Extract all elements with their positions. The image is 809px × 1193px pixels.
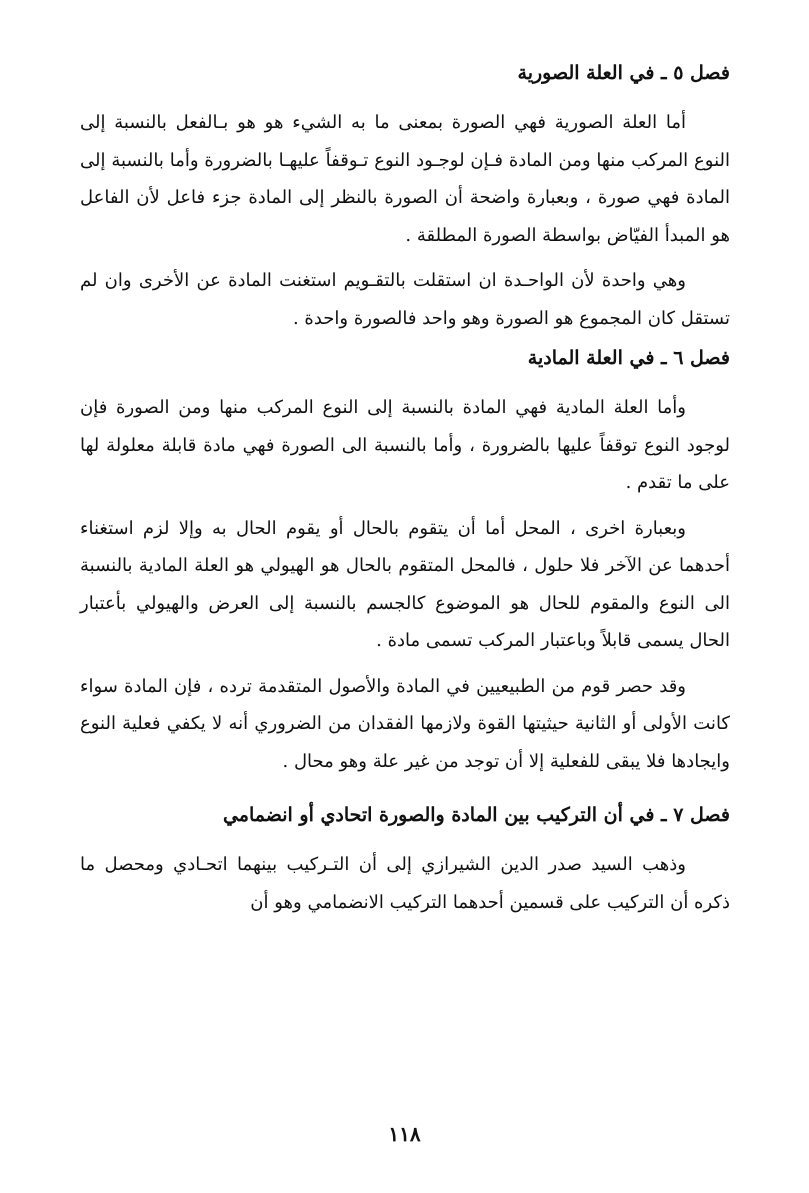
page-number: ١١٨ [388,1122,421,1146]
paragraph: وأما العلة المادية فهي المادة بالنسبة إلى النوع المركب منها ومن الصورة فإن لوجود النوع توقفاً عليها بالضرورة ، وأما بالنسبة الى الصورة فهي مادة قابلة معلولة لها على ما تقدم . [80,397,730,493]
section-6 [80,345,730,780]
document-page [80,60,730,929]
paragraph: وبعبارة اخرى ، المحل أما أن يتقوم بالحال أو يقوم الحال به وإلا لزم استغناء أحدهما عن الآخر فلا حلول ، فالمحل المتقوم بالحال هو الهيولي هو العلة المادية بالنسبة الى النوع والمقوم للحال هو الموضوع كالجسم بالنسبة إلى العرض والهيولي بأعتبار الحال يسمى قابلاً وباعتبار المركب تسمى مادة . [80,517,730,651]
section-heading: فصل ٥ ـ في العلة الصورية [517,62,730,84]
section-5 [80,60,730,337]
section-heading: فصل ٧ ـ في أن التركيب بين المادة والصورة اتحادي أو انضمامي [222,804,730,826]
paragraph: وقد حصر قوم من الطبيعيين في المادة والأصول المتقدمة ترده ، فإن المادة سواء كانت الأولى أو الثانية حيثيتها القوة ولازمها الفقدان من الضروري أنه لا يكفي فعلية النوع وايجادها فلا يبقى للفعلية إلا أن توجد من غير علة وهو محال . [80,675,730,772]
paragraph: وهي واحدة لأن الواحـدة ان استقلت بالتقـويم استغنت المادة عن الأخرى وان لم تستقل كان المجموع هو الصورة وهو واحد فالصورة واحدة . [80,270,730,329]
section-7 [80,802,730,921]
section-heading: فصل ٦ ـ في العلة المادية [527,347,730,369]
paragraph: أما العلة الصورية فهي الصورة بمعنى ما به الشيء هو هو بـالفعل بالنسبة إلى النوع المركب منها ومن المادة فـإن لوجـود النوع تـوقفاً عليهـا بالضرورة وأما بالنسبة إلى المادة فهي صورة ، وبعبارة واضحة أن الصورة بالنظر إلى المادة جزء فاعل لأن الفاعل هو المبدأ الفيّاض بواسطة الصورة المطلقة . [80,112,730,246]
paragraph: وذهب السيد صدر الدين الشيرازي إلى أن التـركيب بينهما اتحـادي ومحصل ما ذكره أن التركيب على قسمين أحدهما التركيب الانضمامي وهو أن [80,854,730,913]
